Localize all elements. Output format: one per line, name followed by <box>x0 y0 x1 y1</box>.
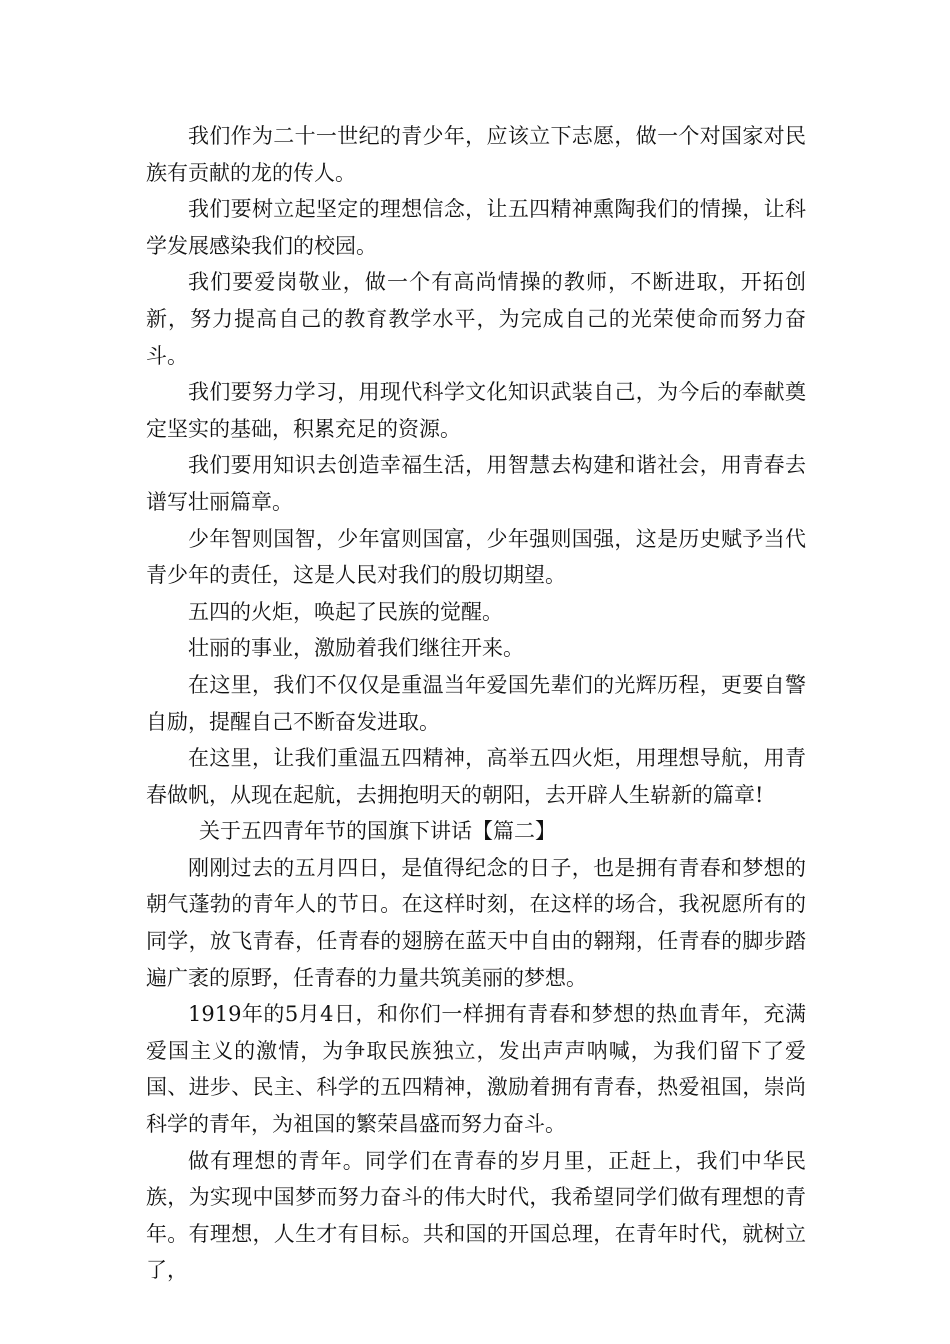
paragraph: 刚刚过去的五月四日，是值得纪念的日子，也是拥有青春和梦想的朝气蓬勃的青年人的节日。在这样时刻，在这样的场合，我祝愿所有的同学，放飞青春，任青春的翅膀在蓝天中自由的翱翔，任青春的脚步踏遍广袤的原野，任青春的力量共筑美丽的梦想。 <box>146 855 806 990</box>
section-heading: 关于五四青年节的国旗下讲话【篇二】 <box>199 819 556 844</box>
paragraph: 1919年的5月4日，和你们一样拥有青春和梦想的热血青年，充满爱国主义的激情，为争取民族独立，发出声声呐喊，为我们留下了爱国、进步、民主、科学的五四精神，激励着拥有青春，热爱祖国，崇尚科学的青年，为祖国的繁荣昌盛而努力奋斗。 <box>146 1002 806 1137</box>
paragraph: 五四的火炬，唤起了民族的觉醒。 <box>188 599 503 624</box>
paragraph: 壮丽的事业，激励着我们继往开来。 <box>188 636 524 661</box>
paragraph: 我们要努力学习，用现代科学文化知识武装自己，为今后的奉献奠定坚实的基础，积累充足的资源。 <box>146 380 806 441</box>
paragraph: 我们要用知识去创造幸福生活，用智慧去构建和谐社会，用青春去谱写壮丽篇章。 <box>146 453 806 514</box>
paragraph: 我们要爱岗敬业，做一个有高尚情操的教师，不断进取，开拓创新，努力提高自己的教育教学水平，为完成自己的光荣使命而努力奋斗。 <box>146 270 806 368</box>
paragraph: 在这里，我们不仅仅是重温当年爱国先辈们的光辉历程，更要自警自励，提醒自己不断奋发进取。 <box>146 672 806 734</box>
paragraph: 我们作为二十一世纪的青少年，应该立下志愿，做一个对国家对民族有贡献的龙的传人。 <box>146 124 806 185</box>
paragraph: 少年智则国智，少年富则国富，少年强则国强，这是历史赋予当代青少年的责任，这是人民对我们的殷切期望。 <box>146 526 806 588</box>
paragraph: 在这里，让我们重温五四精神，高举五四火炬，用理想导航，用青春做帆，从现在起航，去拥抱明天的朝阳，去开辟人生崭新的篇章! <box>146 746 806 807</box>
paragraph: 我们要树立起坚定的理想信念，让五四精神熏陶我们的情操，让科学发展感染我们的校园。 <box>146 197 806 258</box>
paragraph: 做有理想的青年。同学们在青春的岁月里，正赶上，我们中华民族，为实现中国梦而努力奋斗的伟大时代，我希望同学们做有理想的青年。有理想，人生才有目标。共和国的开国总理，在青年时代，就树立了， <box>146 1148 806 1283</box>
document-body <box>146 118 806 1289</box>
